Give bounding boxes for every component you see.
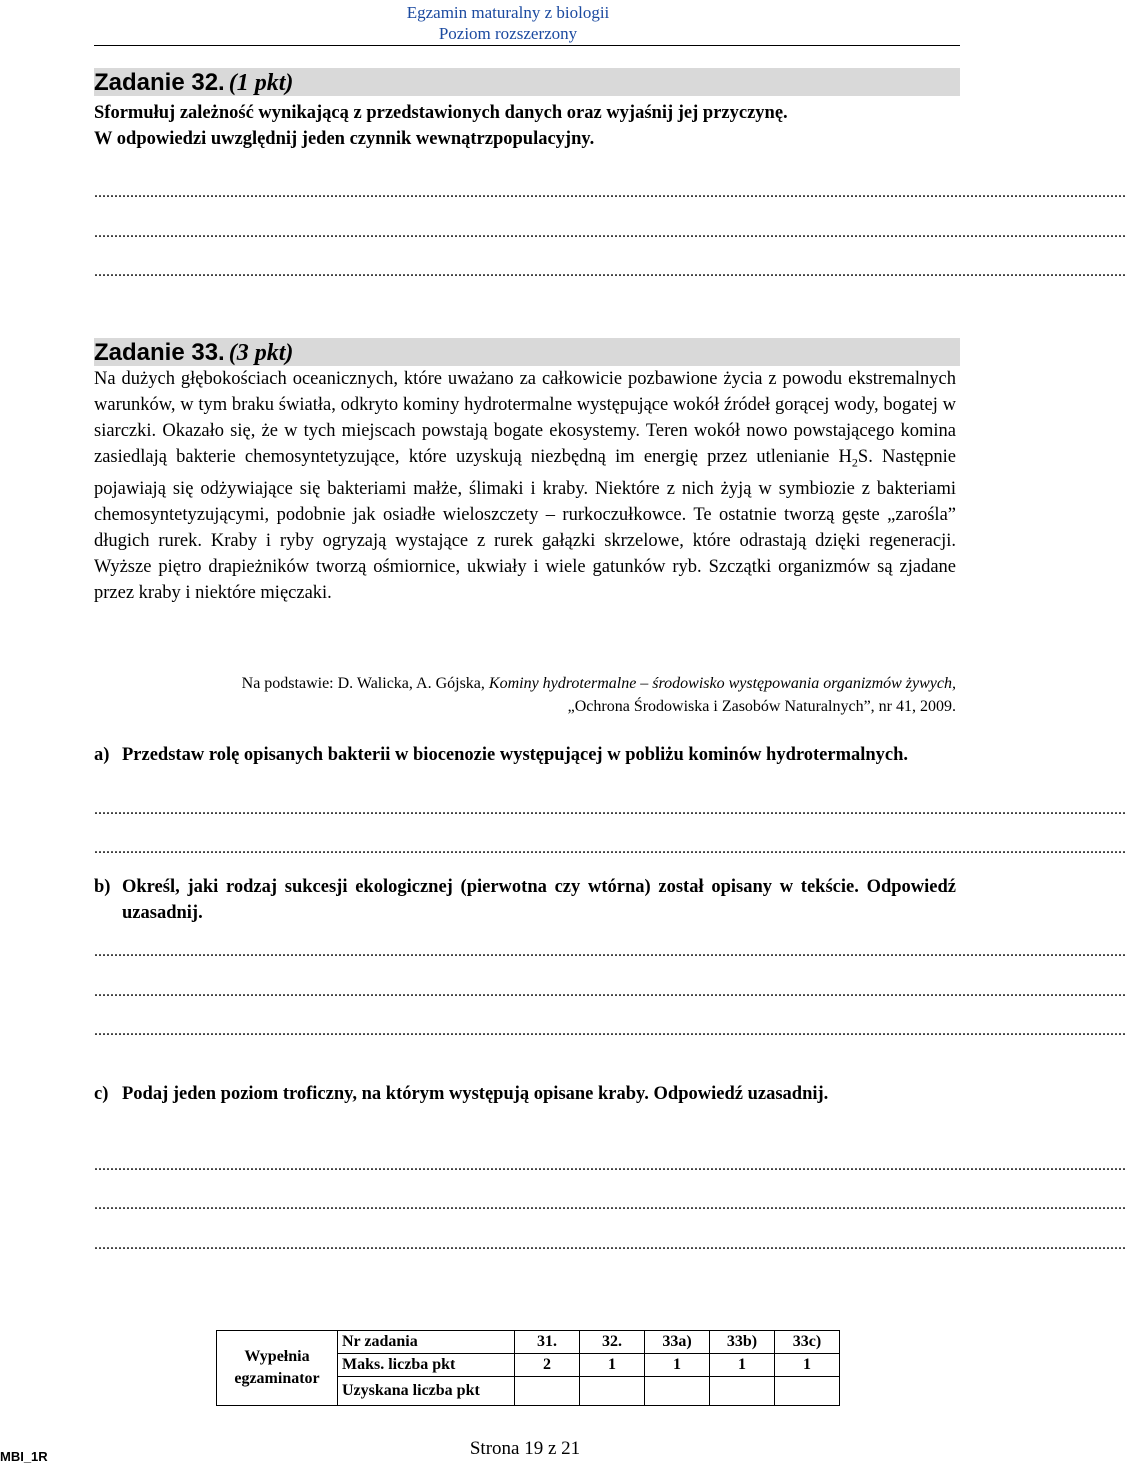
task-32-title-bar [94,68,960,96]
task-32-prompt-line2: W odpowiedzi uwzględnij jeden czynnik wewnątrzpopulacyjny. [94,129,595,149]
max-points-cell: 1 [580,1354,645,1377]
answer-line[interactable]: .................................................................................................................................................................................................................................................................. [94,1196,1126,1213]
source-prefix: Na podstawie: D. Walicka, A. Gójska, [241,675,489,692]
task-33a-prompt [94,742,956,768]
header-rule [94,45,960,46]
answer-line[interactable]: .................................................................................................................................................................................................................................................................. [94,943,1126,960]
examiner-label: Wypełnia egzaminator [217,1331,338,1406]
task-33a-text: Przedstaw rolę opisanych bakterii w biocenozie występującej w pobliżu kominów hydrotermalnych. [122,745,909,765]
task-33c-label: c) [94,1084,109,1104]
max-points-cell: 2 [515,1354,580,1377]
answer-line[interactable]: .................................................................................................................................................................................................................................................................. [94,1157,1126,1174]
obtained-points-cell[interactable] [775,1377,840,1406]
task-33-text-rest: S. Następnie pojawiają się odżywiające się bakteriami małże, ślimaki i kraby. Niektóre z nich żyją w symbiozie z bakteriami chemosyntetyzującymi, podobnie jak osiadłe wieloszczety – rurkoczułkowce. Te ostatnie tworzą gęste „zarośla” długich rurek. Kraby i ryby ogryzają wystające z rurek gałązki skrzelowe, które odrastają dzięki regeneracji. Wyższe piętro drapieżników tworzą ośmiornice, ukwiały i wiele gatunków ryb. Szczątki organizmów są zjadane przez kraby i niektóre mięczaki. [94,447,956,603]
exam-level-header: Poziom rozszerzony [438,24,578,43]
exam-code: MBI_1R [0,1449,48,1464]
obtained-points-cell[interactable] [580,1377,645,1406]
row-max-points-label: Maks. liczba pkt [338,1354,515,1377]
task-33b-text: Określ, jaki rodzaj sukcesji ekologicznej (pierwotna czy wtórna) został opisany w tekście. Odpowiedź uzasadnij. [122,877,956,923]
max-points-cell: 1 [710,1354,775,1377]
max-points-cell: 1 [645,1354,710,1377]
col-task: 33c) [775,1331,840,1354]
answer-line[interactable]: .................................................................................................................................................................................................................................................................. [94,801,1126,818]
col-task: 33a) [645,1331,710,1354]
answer-line[interactable]: .................................................................................................................................................................................................................................................................. [94,1022,1126,1039]
answer-line[interactable]: .................................................................................................................................................................................................................................................................. [94,983,1126,1000]
task-33-text-main: Na dużych głębokościach oceanicznych, które uważano za całkowicie pozbawione życia z powodu ekstremalnych warunków, w tym braku światła, odkryto kominy hydrotermalne występujące wokół źródeł gorącej wody, bogatej w siarczki. Okazało się, że w tych miejscach powstają bogate ekosystemy. Teren wokół nowo powstającego komina zasiedlają bakterie chemosyntetyzujące, które uzyskują niezbędną im energię przez utlenianie H [94,369,956,467]
task-33b-prompt [94,874,956,926]
task-33-points: (3 pkt) [228,340,294,366]
task-32-points: (1 pkt) [228,70,294,96]
task-32-prompt-line1: Sformułuj zależność wynikającą z przedstawionych danych oraz wyjaśnij jej przyczynę. [94,103,788,123]
h2s-subscript: 2 [851,455,858,470]
task-32-prompt [94,100,956,152]
row-task-number-label: Nr zadania [338,1331,515,1354]
task-33c-text: Podaj jeden poziom troficzny, na którym występują opisane kraby. Odpowiedź uzasadnij. [122,1084,829,1104]
exam-title-header: Egzamin maturalny z biologii [406,3,610,22]
obtained-points-cell[interactable] [710,1377,775,1406]
task-33b-label: b) [94,877,111,897]
task-33a-label: a) [94,745,110,765]
max-points-cell: 1 [775,1354,840,1377]
answer-line[interactable]: .................................................................................................................................................................................................................................................................. [94,263,1126,280]
col-task: 33b) [710,1331,775,1354]
grading-table [216,1330,840,1406]
task-33-text [94,366,956,606]
source-citation [100,672,956,718]
answer-line[interactable]: .................................................................................................................................................................................................................................................................. [94,184,1126,201]
answer-line[interactable]: .................................................................................................................................................................................................................................................................. [94,840,1126,857]
obtained-points-cell[interactable] [645,1377,710,1406]
task-32-title: Zadanie 32. [94,69,225,96]
col-task: 32. [580,1331,645,1354]
row-obtained-points-label: Uzyskana liczba pkt [338,1377,515,1406]
obtained-points-cell[interactable] [515,1377,580,1406]
col-task: 31. [515,1331,580,1354]
source-title: Kominy hydrotermalne – środowisko występowania organizmów żywych, [488,675,956,692]
page-number: Strona 19 z 21 [469,1438,581,1459]
source-journal: „Ochrona Środowiska i Zasobów Naturalnych”, nr 41, 2009. [567,698,956,715]
answer-line[interactable]: .................................................................................................................................................................................................................................................................. [94,1236,1126,1253]
task-33-title-bar [94,338,960,366]
answer-line[interactable]: .................................................................................................................................................................................................................................................................. [94,224,1126,241]
task-33c-prompt [94,1081,956,1107]
task-33-title: Zadanie 33. [94,339,225,366]
